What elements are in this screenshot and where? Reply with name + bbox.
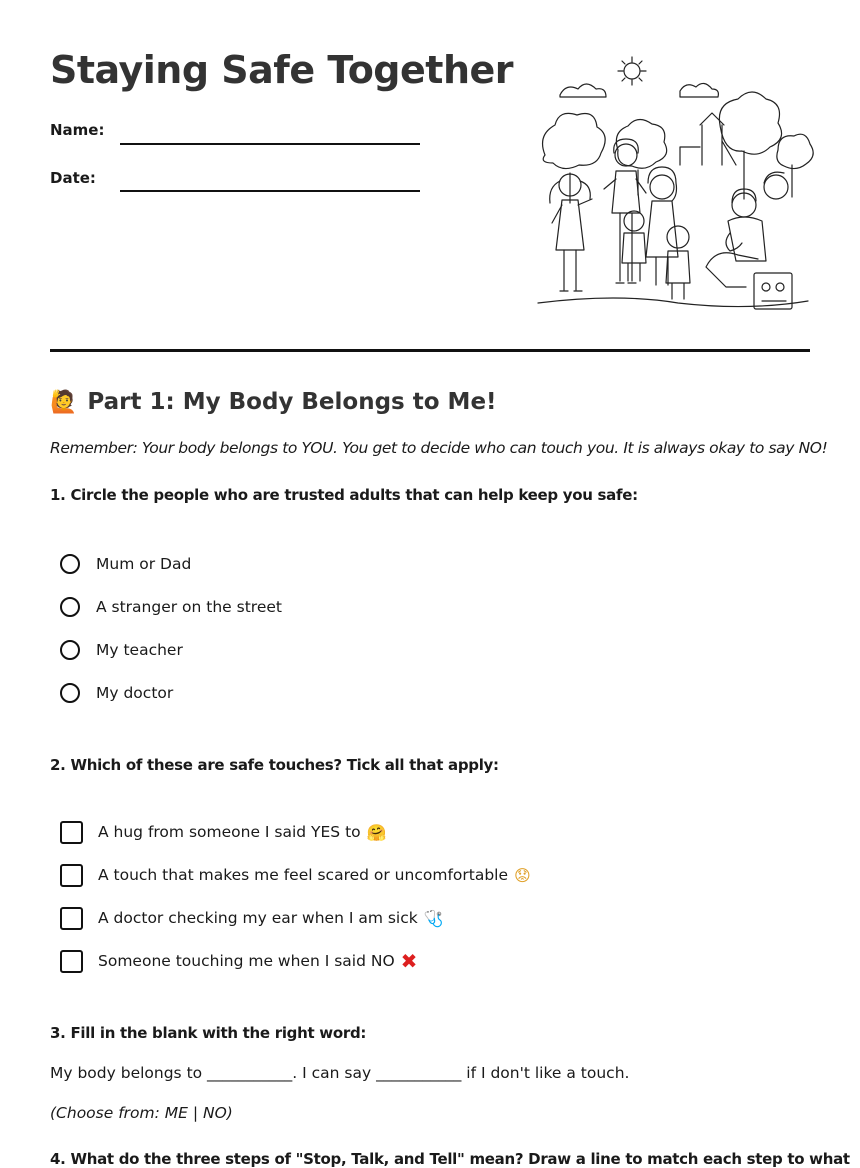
checkbox[interactable] — [60, 907, 83, 930]
fill-in-sentence: My body belongs to ___________. I can say ___________ if I don't like a touch. — [50, 1064, 630, 1082]
q1-option-label: A stranger on the street — [96, 598, 282, 616]
tree-icon — [543, 92, 814, 203]
checkbox[interactable] — [60, 950, 83, 973]
child-figure — [550, 174, 592, 291]
circle-option-icon[interactable] — [60, 597, 80, 617]
name-field[interactable] — [120, 143, 420, 145]
circle-option-icon[interactable] — [60, 683, 80, 703]
sun-icon — [618, 57, 646, 85]
hugging-face-icon: 🤗 — [366, 822, 387, 842]
child-figure — [646, 167, 678, 285]
q2-option[interactable] — [60, 819, 387, 845]
q1-option-label: My teacher — [96, 641, 183, 659]
q1-option[interactable] — [60, 551, 191, 577]
page-title: Staying Safe Together — [50, 48, 514, 92]
park-illustration — [530, 55, 815, 317]
q1-option[interactable] — [60, 594, 282, 620]
child-figure — [666, 226, 690, 299]
q2-option[interactable] — [60, 905, 444, 931]
circle-option-icon[interactable] — [60, 640, 80, 660]
checkbox[interactable] — [60, 864, 83, 887]
question-4: 4. What do the three steps of "Stop, Talk, and Tell" mean? Draw a line to match each step to what — [50, 1150, 850, 1168]
circle-option-icon[interactable] — [60, 554, 80, 574]
date-label: Date: — [50, 169, 96, 187]
part1-intro: Remember: Your body belongs to YOU. You get to decide who can touch you. It is always okay to say NO! — [50, 439, 828, 457]
child-figure — [604, 139, 646, 283]
q1-option[interactable] — [60, 637, 183, 663]
q2-option-label: A touch that makes me feel scared or uncomfortable — [98, 866, 509, 884]
child-figure — [764, 172, 788, 199]
part1-title: Part 1: My Body Belongs to Me! — [87, 389, 497, 415]
q2-option[interactable] — [60, 862, 531, 888]
q1-option-label: My doctor — [96, 684, 174, 702]
q1-option-label: Mum or Dad — [96, 555, 192, 573]
word-choices: (Choose from: ME | NO) — [50, 1104, 233, 1122]
stethoscope-icon: 🩺 — [423, 908, 444, 928]
question-3: 3. Fill in the blank with the right word: — [50, 1024, 367, 1042]
adult-figure — [706, 189, 766, 287]
section-divider — [50, 349, 810, 352]
q2-option-label: Someone touching me when I said NO — [98, 952, 395, 970]
date-field[interactable] — [120, 190, 420, 192]
q2-option-label: A doctor checking my ear when I am sick — [98, 909, 418, 927]
question-1: 1. Circle the people who are trusted adults that can help keep you safe: — [50, 486, 638, 504]
cross-mark-icon: ✖ — [400, 949, 418, 973]
part1-heading — [50, 389, 497, 415]
q1-option[interactable] — [60, 680, 173, 706]
raising-hand-icon: 🙋 — [50, 389, 78, 415]
q2-option[interactable] — [60, 948, 417, 974]
q2-option-label: A hug from someone I said YES to — [98, 823, 361, 841]
child-figure — [622, 211, 646, 281]
checkbox[interactable] — [60, 821, 83, 844]
worried-face-icon: 😟 — [514, 865, 531, 885]
question-2: 2. Which of these are safe touches? Tick all that apply: — [50, 756, 499, 774]
name-label: Name: — [50, 121, 105, 139]
